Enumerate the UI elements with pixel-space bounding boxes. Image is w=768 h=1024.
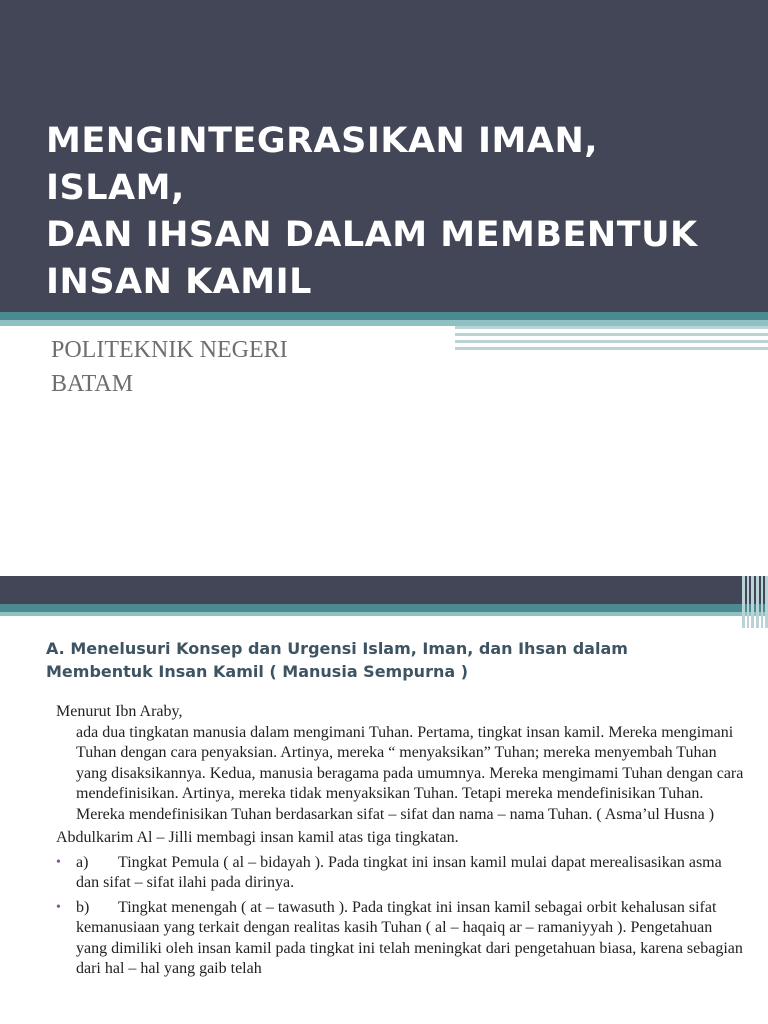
bullet-label: b) <box>76 898 90 916</box>
subtitle-line: BATAM <box>51 371 134 397</box>
ibn-araby-paragraph: ada dua tingkatan manusia dalam mengimani Tuhan. Pertama, tingkat insan kamil. Mereka mengimani Tuhan dengan cara penyaksian. Artinya, mereka “ menyaksikan” Tuhan; mereka menyembah Tuhan yang disaksikannya. Kedua, manusia beragama pada umumnya. Mereka mengimami Tuhan dengan cara mendefinisikan. Artinya, mereka tidak menyaksikan Tuhan. Tetapi mereka mendefinisikan Tuhan. Mereka mendefinisikan Tuhan berdasarkan sifat – sifat dan nama – nama Tuhan. ( Asma’ul Husna ) <box>76 723 744 823</box>
intro-text: Menurut Ibn Araby, <box>56 703 183 720</box>
content-slide <box>0 576 768 1024</box>
body-text <box>56 702 746 980</box>
decorative-lines <box>455 326 768 354</box>
al-jilli-intro: Abdulkarim Al – Jilli membagi insan kamil atas tiga tingkatan. <box>56 829 459 846</box>
title-line: DAN IHSAN DALAM MEMBENTUK <box>46 215 698 255</box>
title-line: INSAN KAMIL <box>46 262 312 302</box>
bullet-label: a) <box>76 853 89 871</box>
decorative-stripes <box>742 576 768 628</box>
bullet-text: Tingkat menengah ( at – tawasuth ). Pada tingkat ini insan kamil sebagai orbit kehalusan sifat kemanusiaan yang terkait dengan realitas kasih Tuhan ( al – haqaiq ar – ramaniyyah ). Pengetahuan yang dimiliki oleh insan kamil pada tingkat ini telah meningkat dari pengetahuan biasa, karena sebagian dari hal – hal yang gaib telah <box>76 898 743 977</box>
heading-line: A. Menelusuri Konsep dan Urgensi Islam, Iman, dan Ihsan dalam <box>46 639 628 658</box>
header-accent-strip-light <box>0 612 768 616</box>
slide-subtitle <box>51 333 451 401</box>
subtitle-line: POLITEKNIK NEGERI <box>51 337 288 363</box>
slide-title <box>46 118 746 306</box>
header-band <box>0 576 768 604</box>
bullet-text: Tingkat Pemula ( al – bidayah ). Pada tingkat ini insan kamil mulai dapat merealisasikan asma dan sifat – sifat ilahi pada dirinya. <box>76 853 722 891</box>
bullet-item <box>56 853 746 894</box>
title-line: MENGINTEGRASIKAN IMAN, ISLAM, <box>46 121 599 208</box>
section-heading <box>46 637 746 683</box>
heading-line: Membentuk Insan Kamil ( Manusia Sempurna ) <box>46 662 469 681</box>
bullet-item <box>56 898 746 980</box>
bullet-dot-icon: • <box>56 854 61 870</box>
bullet-dot-icon: • <box>56 899 61 915</box>
